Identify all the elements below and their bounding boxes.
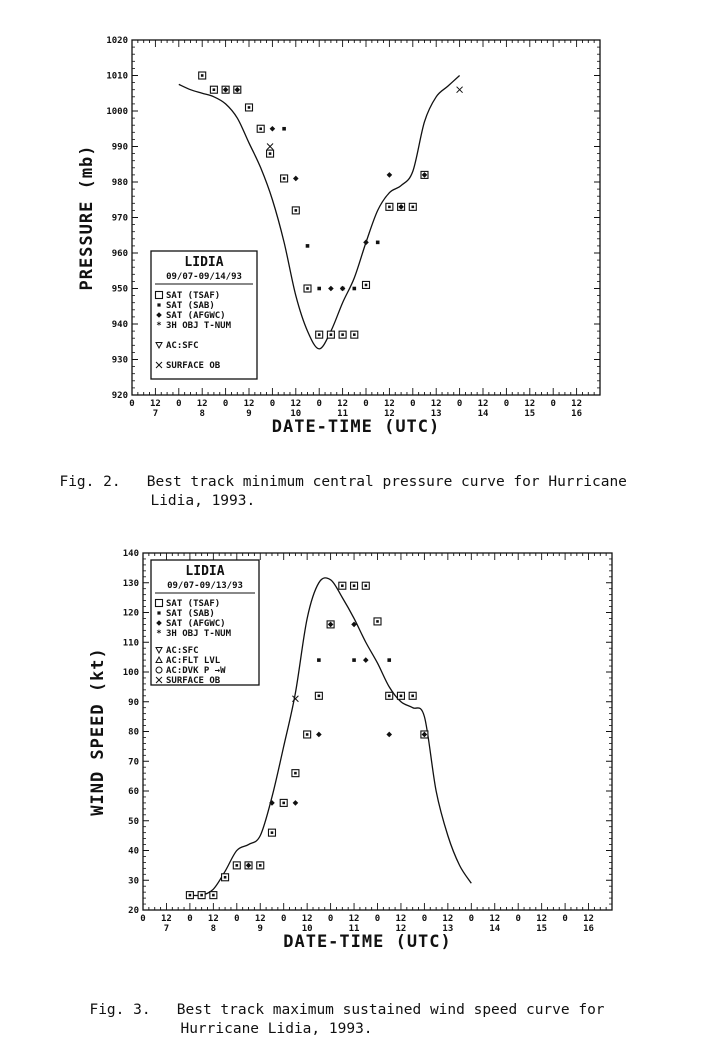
legend-entry-label: SAT (AFGWC) [166,619,226,629]
legend-entry-label: AC:SFC [166,341,199,351]
y-tick-label: 990 [111,142,128,153]
x-tick-label-day: 8 [199,409,205,419]
x-tick-label-hour: 12 [207,914,219,924]
sat-tsaf-center [212,894,215,897]
legend-marker-star: * [156,629,162,639]
legend-entry-label: AC:SFC [166,646,199,656]
x-tick-label-hour: 0 [140,914,146,924]
sat-tsaf-center [200,894,203,897]
x-tick-label-hour: 12 [442,914,454,924]
y-tick-label: 1020 [106,36,128,46]
x-tick-label-hour: 12 [337,399,349,409]
fig2-caption [42,454,627,492]
x-tick-label-day: 12 [383,409,395,419]
y-tick-label: 100 [122,668,139,678]
y-tick-label: 50 [128,816,139,827]
y-tick-label: 940 [111,320,128,330]
sat-afgwc-point [316,732,322,738]
fig2-caption-line2: Lidia, 1993. [150,493,256,509]
x-tick-label-hour: 0 [129,399,135,409]
sat-tsaf-center [341,584,344,587]
x-tick-label-day: 15 [536,924,548,934]
sat-afgwc-point [293,800,299,806]
x-tick-label-hour: 12 [243,399,255,409]
x-tick-label-day: 13 [430,409,442,419]
sat-tsaf-center [224,876,227,879]
sat-tsaf-center [271,831,274,834]
y-tick-label: 60 [128,787,139,797]
x-tick-label-hour: 12 [301,914,313,924]
fig3-caption-line1: Best track maximum sustained wind speed curve for [176,1002,605,1018]
x-tick-label-hour: 0 [410,399,416,409]
y-tick-label: 70 [128,757,139,768]
y-tick-label: 1010 [106,71,128,82]
x-tick-label-day: 7 [163,924,170,934]
y-axis-title: WIND SPEED (kt) [88,647,108,816]
sat-tsaf-center [318,695,321,698]
fig2-caption-line2-block [133,473,255,511]
y-tick-label: 40 [128,846,139,857]
y-tick-label: 30 [128,876,139,887]
fig3-caption-label: Fig. 3. [89,1002,151,1018]
x-tick-label-hour: 12 [348,914,360,924]
x-tick-label-hour: 0 [327,914,334,924]
x-tick-label-day: 10 [301,924,313,934]
sat-afgwc-point [386,732,392,738]
x-tick-label-day: 11 [348,924,360,934]
sat-tsaf-center [259,864,262,867]
sat-afgwc-point [363,657,369,663]
x-tick-label-hour: 0 [374,914,381,924]
legend-entry-label: 3H OBJ T-NUM [166,629,232,639]
sat-tsaf-center [388,695,391,698]
x-tick-label-hour: 0 [234,914,240,924]
x-axis-title: DATE-TIME (UTC) [283,932,452,952]
legend-entry-label: SAT (SAB) [166,301,215,311]
x-tick-label-day: 13 [442,924,454,934]
x-tick-label-hour: 12 [161,914,172,924]
sat-tsaf-center [294,772,297,775]
fig2-caption-label: Fig. 2. [59,474,121,490]
x-tick-label-hour: 12 [395,914,407,924]
y-axis-title: PRESSURE (mb) [77,144,97,291]
legend-marker-small-square [157,611,160,614]
y-tick-label: 110 [122,638,139,649]
sat-sab-point [352,658,356,662]
sat-sab-point [387,658,391,662]
y-tick-label: 90 [128,697,139,708]
legend-marker-star: * [156,321,162,331]
x-tick-label-hour: 12 [524,399,536,409]
y-tick-label: 970 [111,213,128,224]
y-tick-label: 80 [128,727,139,738]
x-axis-title: DATE-TIME (UTC) [271,417,441,437]
y-tick-label: 980 [111,178,128,188]
x-tick-label-hour: 12 [536,914,548,924]
x-tick-label-day: 16 [583,924,594,934]
y-tick-label: 130 [122,578,139,589]
x-tick-label-day: 14 [477,409,489,419]
y-tick-label: 120 [122,608,139,619]
x-tick-label-hour: 12 [571,399,583,409]
legend-entry-label: SAT (TSAF) [166,291,221,301]
x-tick-label-hour: 12 [583,914,594,924]
legend-dates: 09/07-09/13/93 [167,581,243,591]
x-tick-label-hour: 0 [187,914,193,924]
x-tick-label-hour: 12 [489,914,501,924]
x-tick-label-hour: 0 [176,399,182,409]
x-tick-label-hour: 0 [316,399,322,409]
x-tick-label-hour: 0 [562,914,568,924]
x-tick-label-hour: 12 [290,399,302,409]
x-tick-label-day: 15 [524,409,536,419]
legend-entry-label: 3H OBJ T-NUM [166,321,232,331]
x-tick-label-hour: 12 [430,399,442,409]
legend-dates: 09/07-09/14/93 [166,272,242,282]
x-tick-label-hour: 0 [550,399,556,409]
fig3-caption-line2-block [163,1001,373,1039]
sat-tsaf-center [364,584,367,587]
x-tick-label-day: 10 [290,409,302,419]
sat-tsaf-center [306,733,309,736]
sat-tsaf-center [411,695,414,698]
x-tick-label-day: 9 [246,409,252,419]
x-tick-label-day: 11 [337,409,349,419]
x-tick-label-hour: 12 [254,914,266,924]
x-tick-label-hour: 0 [222,399,229,409]
legend-entry-label: AC:FLT LVL [166,656,221,666]
sat-tsaf-center [353,584,356,587]
x-tick-label-day: 8 [210,924,217,934]
legend-entry-label: SURFACE OB [166,676,221,686]
x-tick-label-hour: 0 [280,914,287,924]
x-tick-label-hour: 0 [421,914,428,924]
x-tick-label-hour: 0 [503,399,510,409]
sat-tsaf-center [376,620,379,623]
legend-entry-label: SAT (TSAF) [166,599,221,609]
fig2-caption-line1: Best track minimum central pressure curve for Hurricane [146,474,627,490]
y-tick-label: 950 [111,284,128,295]
x-tick-label-hour: 12 [477,399,489,409]
x-tick-label-hour: 0 [269,399,276,409]
y-tick-label: 920 [111,391,128,401]
legend-entry-label: SURFACE OB [166,361,221,371]
x-tick-label-hour: 0 [468,914,475,924]
legend-entry-label: AC:DVK P →W [166,666,226,676]
x-tick-label-hour: 12 [149,399,161,409]
legend-title: LIDIA [184,255,224,270]
y-tick-label: 1000 [106,107,128,117]
y-tick-label: 140 [122,549,139,559]
x-tick-label-hour: 0 [456,399,463,409]
legend-title: LIDIA [185,564,225,579]
x-tick-label-day: 9 [257,924,263,934]
legend-entry-label: SAT (AFGWC) [166,311,226,321]
x-tick-label-day: 7 [152,409,159,419]
sat-tsaf-center [400,695,403,698]
legend-entry-label: SAT (SAB) [166,609,215,619]
x-tick-label-day: 16 [571,409,583,419]
y-tick-label: 930 [111,355,128,366]
sat-tsaf-center [282,802,285,805]
sat-tsaf-center [189,894,192,897]
x-tick-label-hour: 12 [196,399,208,409]
x-tick-label-day: 14 [489,924,501,934]
sat-tsaf-center [236,864,239,867]
x-tick-label-hour: 12 [383,399,395,409]
fig3-caption-line2: Hurricane Lidia, 1993. [180,1021,373,1037]
x-tick-label-day: 12 [395,924,407,934]
sat-sab-point [317,658,321,662]
x-tick-label-hour: 0 [515,914,521,924]
y-tick-label: 960 [111,249,128,259]
x-tick-label-hour: 0 [363,399,369,409]
y-tick-label: 20 [128,906,139,916]
